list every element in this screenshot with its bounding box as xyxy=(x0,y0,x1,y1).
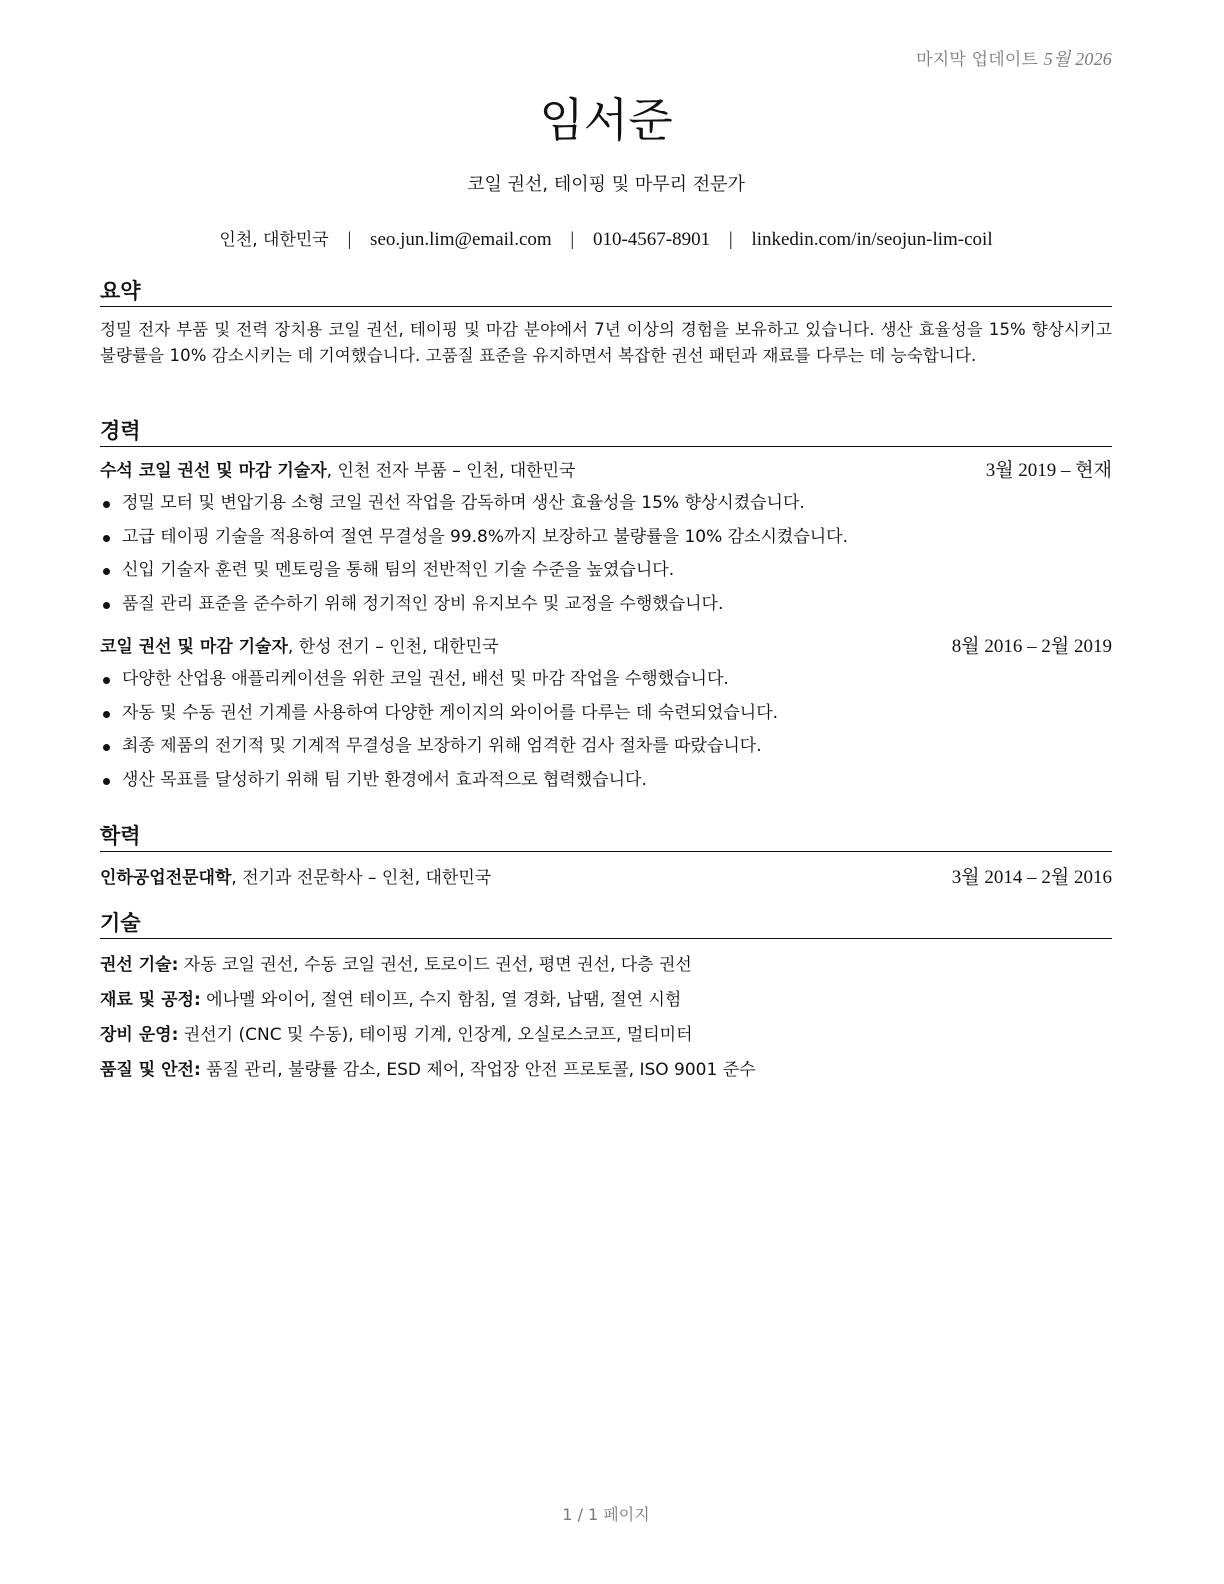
job-role: 코일 권선 및 마감 기술자 xyxy=(100,637,288,657)
contact-separator: | xyxy=(570,229,575,250)
education-section xyxy=(100,823,1112,890)
bullet-text: 다양한 산업용 애플리케이션을 위한 코일 권선, 배선 및 마감 작업을 수행했습니다. xyxy=(122,669,729,689)
last-updated-label: 마지막 업데이트 xyxy=(916,50,1039,70)
education-detail: , 전기과 전문학사 – 인천, 대한민국 xyxy=(231,868,492,888)
skill-value: 자동 코일 권선, 수동 코일 권선, 토로이드 권선, 평면 권선, 다층 권선 xyxy=(178,955,692,975)
job-entry xyxy=(100,635,1112,797)
education-dates: 3월 2014 – 2월 2016 xyxy=(951,867,1112,888)
job-header xyxy=(100,459,1112,483)
job-bullet xyxy=(100,764,1112,798)
job-company: , 인천 전자 부품 – 인천, 대한민국 xyxy=(326,461,576,481)
bullet-dot-icon xyxy=(103,711,110,718)
bullet-text: 고급 테이핑 기술을 적용하여 절연 무결성을 99.8%까지 보장하고 불량률을 10% 감소시켰습니다. xyxy=(122,526,849,547)
skill-value: 에나멜 와이어, 절연 테이프, 수지 함침, 열 경화, 납땜, 절연 시험 xyxy=(200,990,682,1010)
bullet-dot-icon xyxy=(103,535,110,542)
job-bullets xyxy=(100,487,1112,621)
bullet-dot-icon xyxy=(103,778,110,785)
skill-label: 장비 운영: xyxy=(100,1025,179,1045)
skill-label: 권선 기술: xyxy=(100,955,179,975)
job-company: , 한성 전기 – 인천, 대한민국 xyxy=(287,637,499,657)
contact-separator: | xyxy=(347,229,352,250)
skill-value: 품질 관리, 불량률 감소, ESD 제어, 작업장 안전 프로토콜, ISO 9001 준수 xyxy=(200,1060,756,1080)
page-indicator: 1 / 1 페이지 xyxy=(562,1505,650,1524)
resume-page xyxy=(100,0,1112,1584)
contact-location: 인천, 대한민국 xyxy=(219,230,329,250)
bullet-dot-icon xyxy=(103,677,110,684)
candidate-name: 임서준 xyxy=(539,93,673,147)
skill-row xyxy=(100,1018,1112,1053)
contact-email[interactable]: seo.jun.lim@email.com xyxy=(370,229,552,250)
education-school: 인하공업전문대학 xyxy=(100,868,232,888)
skill-row xyxy=(100,948,1112,983)
bullet-text: 생산 목표를 달성하기 위해 팀 기반 환경에서 효과적으로 협력했습니다. xyxy=(122,769,647,790)
bullet-text: 품질 관리 표준을 준수하기 위해 정기적인 장비 유지보수 및 교정을 수행했습니다. xyxy=(122,593,724,614)
skill-row xyxy=(100,1053,1112,1088)
job-dates: 8월 2016 – 2월 2019 xyxy=(951,636,1112,657)
skills-list xyxy=(100,948,1112,1088)
bullet-dot-icon xyxy=(103,602,110,609)
skills-section xyxy=(100,910,1112,1088)
job-bullet xyxy=(100,588,1112,622)
last-updated-date: 5월 2026 xyxy=(1043,49,1112,69)
bullet-text: 정밀 모터 및 변압기용 소형 코일 권선 작업을 감독하며 생산 효율성을 15% 향상시켰습니다. xyxy=(122,493,805,513)
summary-section xyxy=(100,278,1112,369)
job-bullet xyxy=(100,663,1112,697)
bullet-text: 최종 제품의 전기적 및 기계적 무결성을 보장하기 위해 엄격한 검사 절차를 따랐습니다. xyxy=(122,736,762,756)
skill-value: 권선기 (CNC 및 수동), 테이핑 기계, 인장계, 오실로스코프, 멀티미터 xyxy=(178,1025,693,1045)
education-entry xyxy=(100,866,1112,890)
job-entry xyxy=(100,459,1112,621)
job-role: 수석 코일 권선 및 마감 기술자 xyxy=(100,461,327,481)
skill-row xyxy=(100,983,1112,1018)
bullet-dot-icon xyxy=(103,501,110,508)
contact-separator: | xyxy=(728,229,733,250)
section-title-education: 학력 xyxy=(100,823,1112,852)
job-header xyxy=(100,635,1112,659)
job-dates: 3월 2019 – 현재 xyxy=(985,460,1112,481)
skill-label: 품질 및 안전: xyxy=(100,1060,201,1080)
contact-linkedin[interactable]: linkedin.com/in/seojun-lim-coil xyxy=(751,229,993,250)
job-bullet xyxy=(100,730,1112,764)
job-bullet xyxy=(100,697,1112,731)
contact-phone: 010-4567-8901 xyxy=(592,229,711,250)
job-bullets xyxy=(100,663,1112,797)
bullet-text: 자동 및 수동 권선 기계를 사용하여 다양한 게이지의 와이어를 다루는 데 숙련되었습니다. xyxy=(122,702,779,723)
bullet-dot-icon xyxy=(103,744,110,751)
summary-text: 정밀 전자 부품 및 전력 장치용 코일 권선, 테이핑 및 마감 분야에서 7년 이상의 경험을 보유하고 있습니다. 생산 효율성을 15% 향상시키고 불량률을 10% 감소시키는 데 기여했습니다. 고품질 표준을 유지하면서 복잡한 권선 패턴과 재료를 다루는 데 능숙합니다. xyxy=(100,320,1112,365)
last-updated xyxy=(916,45,1112,71)
bullet-text: 신입 기술자 훈련 및 멘토링을 통해 팀의 전반적인 기술 수준을 높였습니다. xyxy=(122,560,675,580)
contact-line xyxy=(100,225,1112,251)
candidate-headline: 코일 권선, 테이핑 및 마무리 전문가 xyxy=(467,174,745,195)
section-title-experience: 경력 xyxy=(100,418,1112,447)
section-title-summary: 요약 xyxy=(100,278,1112,307)
job-bullet xyxy=(100,554,1112,588)
section-title-skills: 기술 xyxy=(100,910,1112,939)
experience-section xyxy=(100,418,1112,797)
bullet-dot-icon xyxy=(103,568,110,575)
skill-label: 재료 및 공정: xyxy=(100,990,201,1010)
job-bullet xyxy=(100,487,1112,521)
job-bullet xyxy=(100,521,1112,555)
